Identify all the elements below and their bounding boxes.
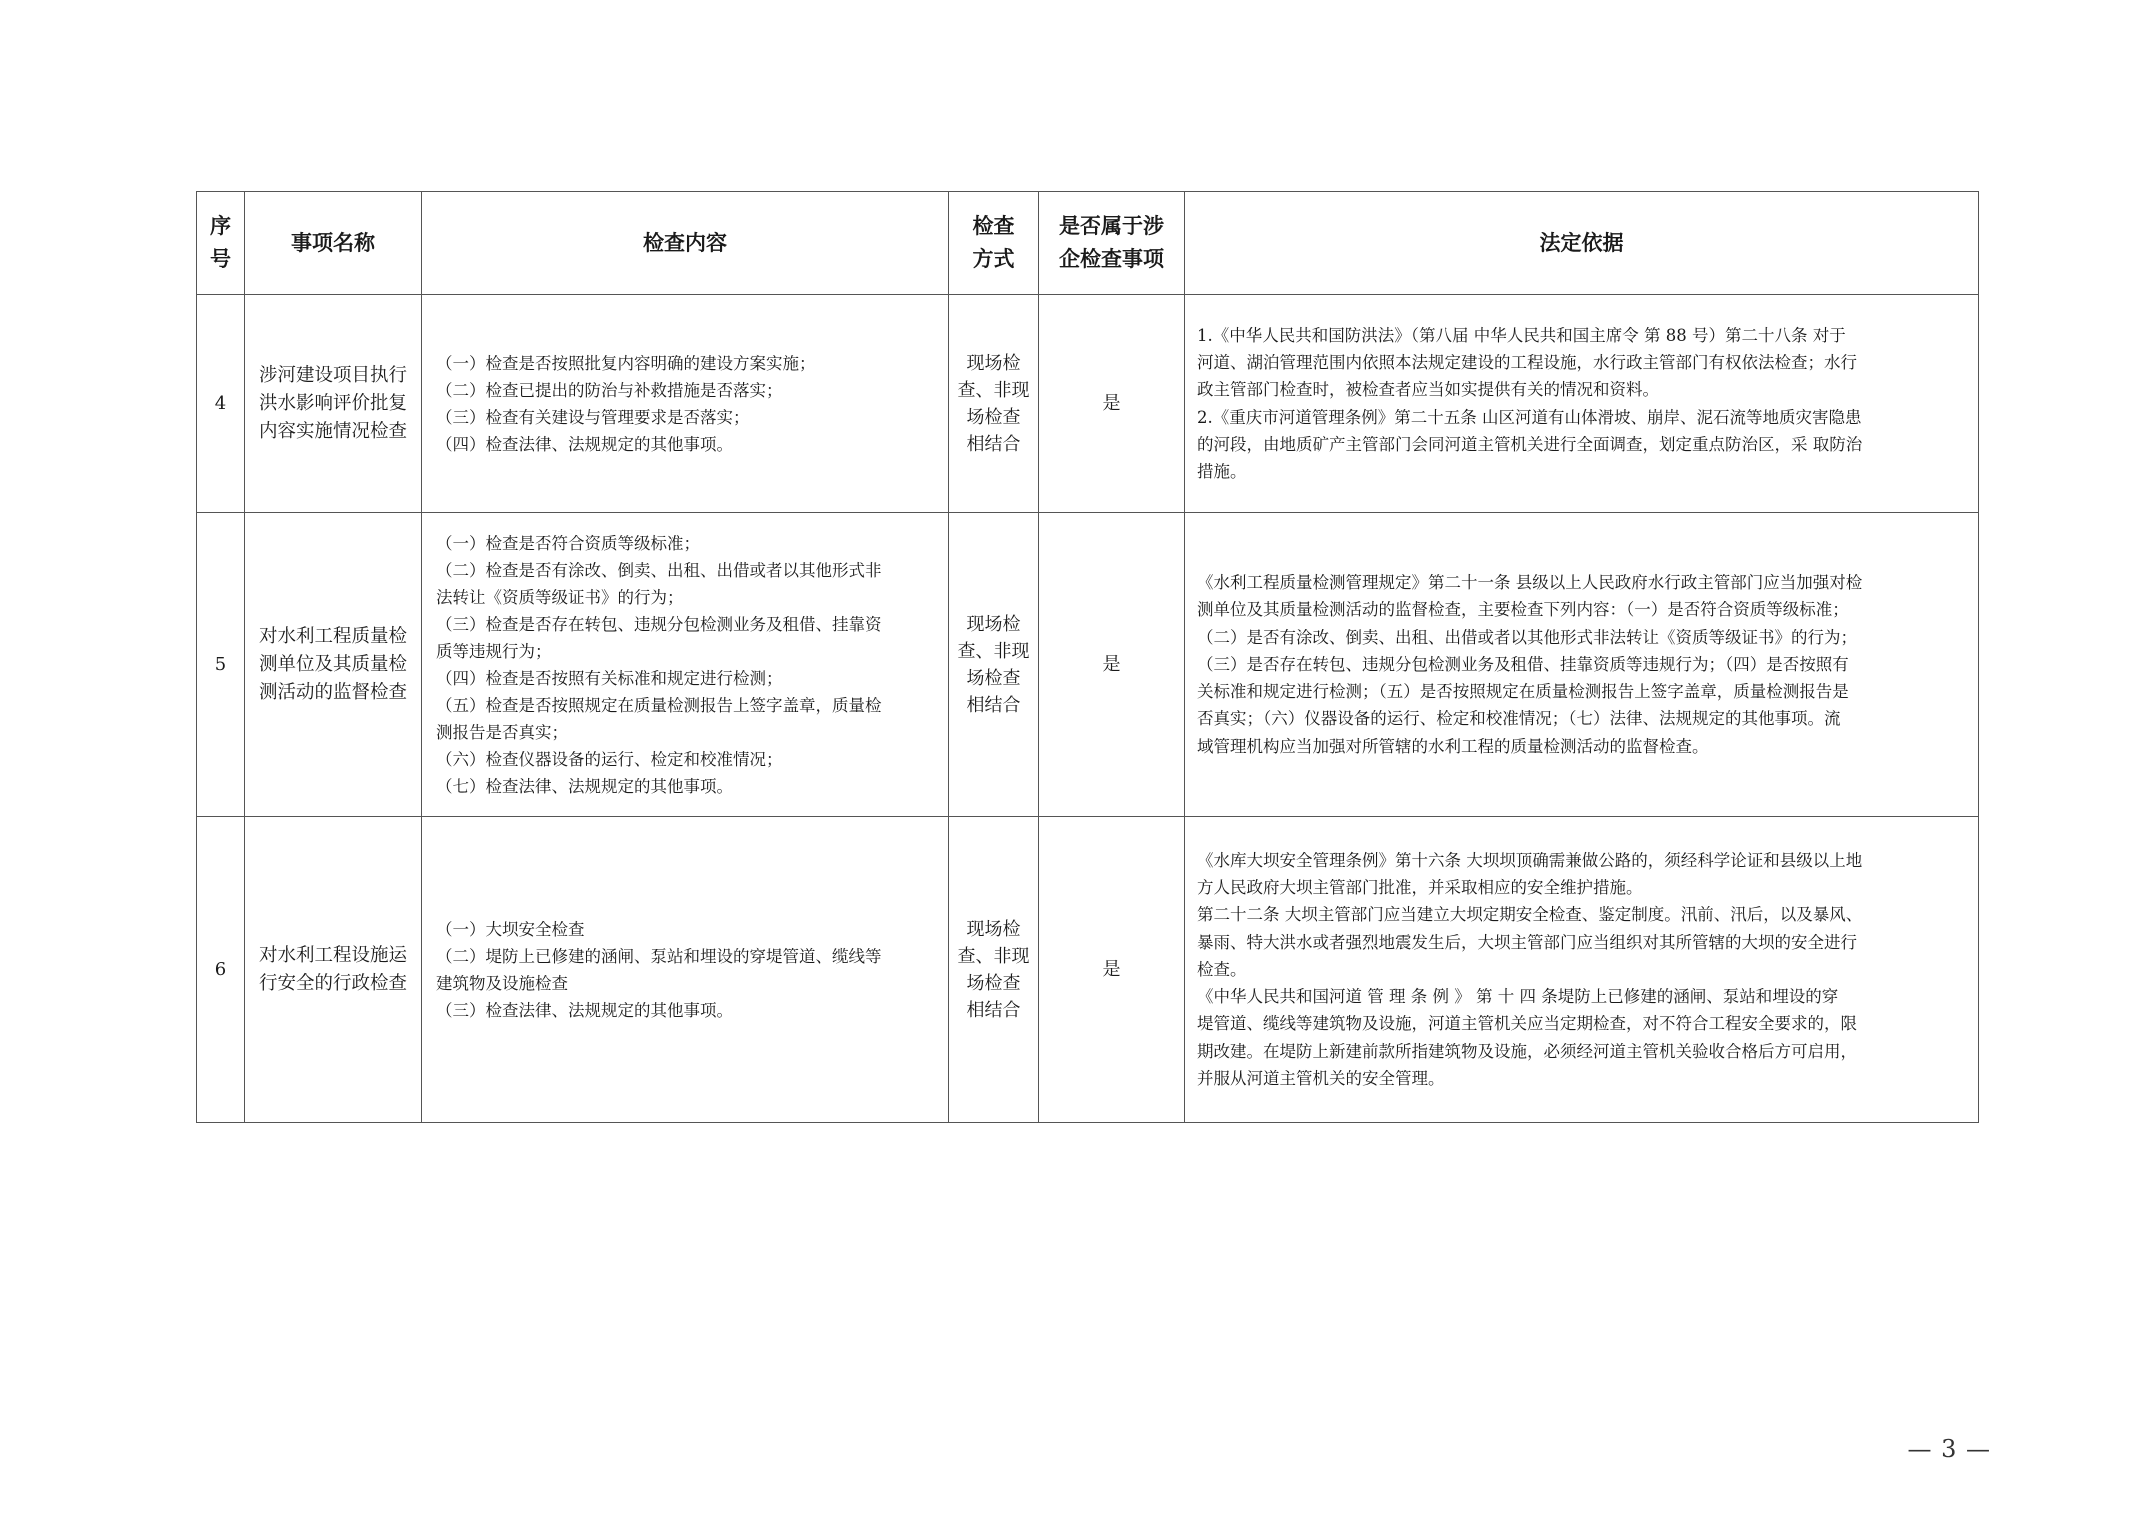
header-enterprise-related: 是否属于涉 企检查事项 [1039, 192, 1185, 295]
table-row [197, 295, 1979, 513]
row-inspection-method: 现场检 查、非现 场检查 相结合 [949, 817, 1039, 1123]
header-legal-basis: 法定依据 [1185, 192, 1979, 295]
header-seq: 序 号 [197, 192, 245, 295]
row-legal-basis: 1.《中华人民共和国防洪法》（第八届 中华人民共和国主席令 第 88 号）第二十八条 对于 河道、湖泊管理范围内依照本法规定建设的工程设施，水行政主管部门有权依法检查；水行 政主管部门检查时，被检查者应当如实提供有关的情况和资料。 2.《重庆市河道管理条例》第二十五条 山区河道有山体滑坡、崩岸、泥石流等地质灾害隐患 的河段，由地质矿产主管部门会同河道主管机关进行全面调查，划定重点防治区，采 取防治 措施。 [1185, 295, 1979, 513]
page-number: — 3 — [1907, 1435, 1991, 1463]
row-enterprise-related: 是 [1039, 513, 1185, 817]
table-row [197, 513, 1979, 817]
table-row [197, 817, 1979, 1123]
row-seq: 5 [197, 513, 245, 817]
row-item-name: 对水利工程质量检 测单位及其质量检 测活动的监督检查 [245, 513, 422, 817]
inspection-table-sheet [196, 191, 1978, 1123]
header-inspection-content: 检查内容 [422, 192, 949, 295]
header-item-name: 事项名称 [245, 192, 422, 295]
row-inspection-content: （一）大坝安全检查 （二）堤防上已修建的涵闸、泵站和埋设的穿堤管道、缆线等 建筑物及设施检查 （三）检查法律、法规规定的其他事项。 [422, 817, 949, 1123]
row-enterprise-related: 是 [1039, 295, 1185, 513]
row-legal-basis: 《水利工程质量检测管理规定》第二十一条 县级以上人民政府水行政主管部门应当加强对检 测单位及其质量检测活动的监督检查，主要检查下列内容：（一）是否符合资质等级标准； （二）是否有涂改、倒卖、出租、出借或者以其他形式非法转让《资质等级证书》的行为； （三）是否存在转包、违规分包检测业务及租借、挂靠资质等违规行为；（四）是否按照有 关标准和规定进行检测；（五）是否按照规定在质量检测报告上签字盖章，质量检测报告是 否真实；（六）仪器设备的运行、检定和校准情况；（七）法律、法规规定的其他事项。流 域管理机构应当加强对所管辖的水利工程的质量检测活动的监督检查。 [1185, 513, 1979, 817]
row-inspection-method: 现场检 查、非现 场检查 相结合 [949, 513, 1039, 817]
table-header-row [197, 192, 1979, 295]
row-enterprise-related: 是 [1039, 817, 1185, 1123]
header-inspection-method: 检查 方式 [949, 192, 1039, 295]
inspection-items-table [196, 191, 1979, 1123]
row-inspection-content: （一）检查是否按照批复内容明确的建设方案实施； （二）检查已提出的防治与补救措施是否落实； （三）检查有关建设与管理要求是否落实； （四）检查法律、法规规定的其他事项。 [422, 295, 949, 513]
row-seq: 4 [197, 295, 245, 513]
row-inspection-method: 现场检 查、非现 场检查 相结合 [949, 295, 1039, 513]
row-legal-basis: 《水库大坝安全管理条例》第十六条 大坝坝顶确需兼做公路的，须经科学论证和县级以上地 方人民政府大坝主管部门批准，并采取相应的安全维护措施。 第二十二条 大坝主管部门应当建立大坝定期安全检查、鉴定制度。汛前、汛后，以及暴风、 暴雨、特大洪水或者强烈地震发生后，大坝主管部门应当组织对其所管辖的大坝的安全进行 检查。 《中华人民共和国河道 管 理 条 例 》 第 十 四 条堤防上已修建的涵闸、泵站和埋设的穿 堤管道、缆线等建筑物及设施，河道主管机关应当定期检查，对不符合工程安全要求的，限 期改建。在堤防上新建前款所指建筑物及设施，必须经河道主管机关验收合格后方可启用， 并服从河道主管机关的安全管理。 [1185, 817, 1979, 1123]
row-item-name: 对水利工程设施运 行安全的行政检查 [245, 817, 422, 1123]
row-seq: 6 [197, 817, 245, 1123]
row-inspection-content: （一）检查是否符合资质等级标准； （二）检查是否有涂改、倒卖、出租、出借或者以其他形式非 法转让《资质等级证书》的行为； （三）检查是否存在转包、违规分包检测业务及租借、挂靠资 质等违规行为； （四）检查是否按照有关标准和规定进行检测； （五）检查是否按照规定在质量检测报告上签字盖章，质量检 测报告是否真实； （六）检查仪器设备的运行、检定和校准情况； （七）检查法律、法规规定的其他事项。 [422, 513, 949, 817]
row-item-name: 涉河建设项目执行 洪水影响评价批复 内容实施情况检查 [245, 295, 422, 513]
